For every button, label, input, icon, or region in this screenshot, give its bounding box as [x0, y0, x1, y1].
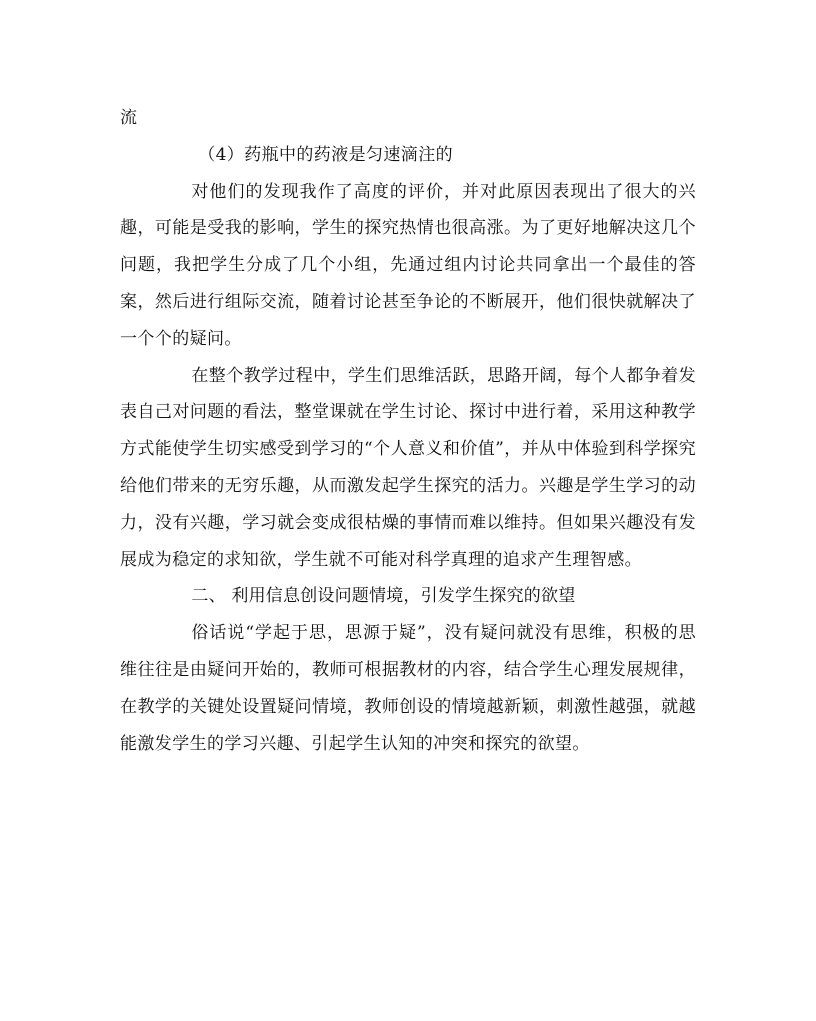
paragraph: 俗话说“学起于思，思源于疑”，没有疑问就没有思维，积极的思维往往是由疑问开始的，教师可根据教材的内容，结合学生心理发展规律，在教学的关键处设置疑问情境，教师创设的情境越新颖，刺激性越强，就越能激发学生的学习兴趣、引起学生认知的冲突和探究的欲望。 — [120, 623, 696, 754]
paragraph-fragment: 流 — [120, 108, 138, 128]
paragraph: 在整个教学过程中，学生们思维活跃，思路开阔，每个人都争着发表自己对问题的看法，整堂课就在学生讨论、探讨中进行着，采用这种教学方式能使学生切实感受到学习的“个人意义和价值”，并从中体验到科学探究给他们带来的无穷乐趣，从而激发起学生探究的活力。兴趣是学生学习的动力，没有兴趣，学习就会变成很枯燥的事情而难以维持。但如果兴趣没有发展成为稳定的求知欲，学生就不可能对科学真理的追求产生理智感。 — [120, 365, 696, 570]
paragraph: 对他们的发现我作了高度的评价，并对此原因表现出了很大的兴趣，可能是受我的影响，学生的探究热情也很高涨。为了更好地解决这几个问题，我把学生分成了几个小组，先通过组内讨论共同拿出一个最佳的答案，然后进行组际交流，随着讨论甚至争论的不断展开，他们很快就解决了一个个的疑问。 — [120, 181, 696, 349]
document-body — [120, 100, 696, 762]
section-heading: 二、 利用信息创设问题情境，引发学生探究的欲望 — [191, 586, 576, 607]
list-item-4: （4）药瓶中的药液是匀速滴注的 — [198, 144, 454, 165]
